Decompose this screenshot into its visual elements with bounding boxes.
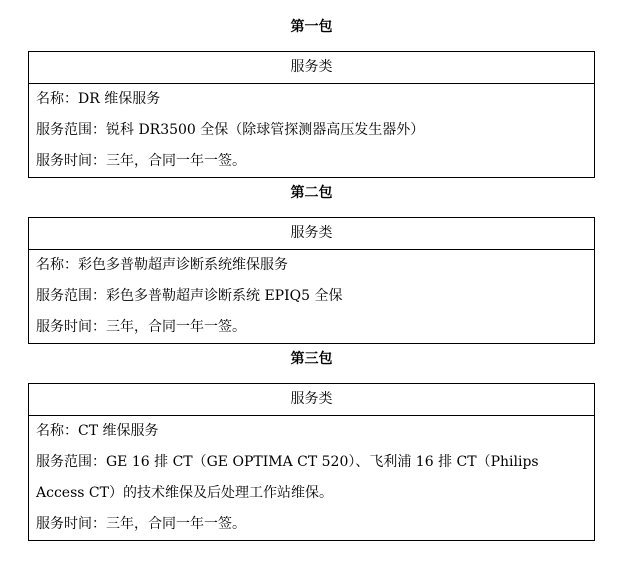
package-3-category: 服务类 [29, 384, 594, 416]
package-2-category: 服务类 [29, 218, 594, 250]
package-3-title: 第三包 [290, 351, 333, 367]
package-2-table [28, 217, 595, 344]
package-2-name: 名称：彩色多普勒超声诊断系统维保服务 [36, 257, 288, 273]
package-1-scope: 服务范围：锐科 DR3500 全保（除球管探测器高压发生器外） [36, 122, 425, 138]
package-3-name: 名称：CT 维保服务 [36, 423, 159, 439]
package-3-scope: 服务范围：GE 16 排 CT（GE OPTIMA CT 520）、飞利浦 16 排 CT（Philips Access CT）的技术维保及后处理工作站维保。 [36, 454, 539, 501]
package-3-body [29, 416, 594, 540]
package-3-period: 服务时间：三年，合同一年一签。 [36, 516, 246, 532]
package-2-scope: 服务范围：彩色多普勒超声诊断系统 EPIQ5 全保 [36, 288, 343, 304]
package-1-title: 第一包 [290, 19, 333, 35]
package-1-period: 服务时间：三年，合同一年一签。 [36, 153, 246, 169]
package-1-body [29, 84, 594, 177]
package-1-name: 名称：DR 维保服务 [36, 91, 161, 107]
package-2-body [29, 250, 594, 343]
package-1-category: 服务类 [29, 52, 594, 84]
package-1-table [28, 51, 595, 178]
package-3-table [28, 383, 595, 541]
package-2-period: 服务时间：三年，合同一年一签。 [36, 319, 246, 335]
package-2-title: 第二包 [290, 185, 333, 201]
